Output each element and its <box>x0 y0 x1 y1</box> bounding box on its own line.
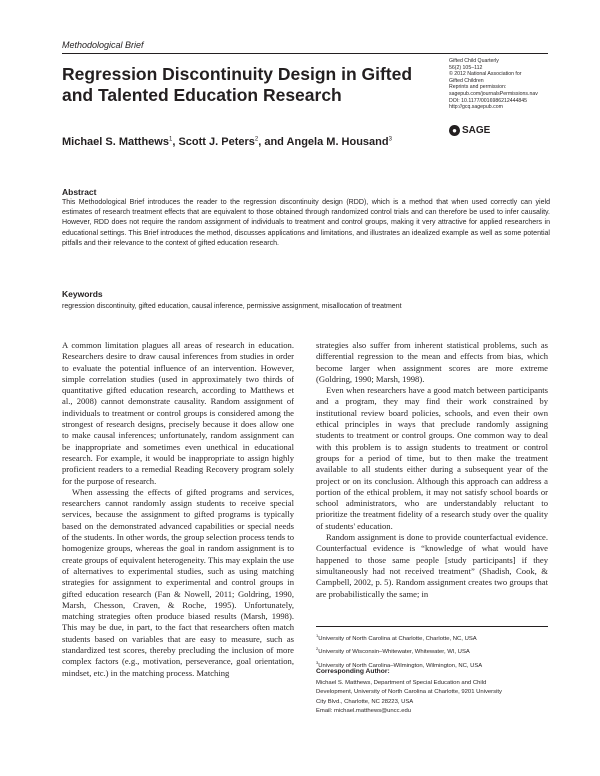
body-paragraph: Random assignment is done to provide counterfactual evidence. Counterfactual evidence is “knowledge of what would have happened to those same people [study participants] if they simultaneously had not received treatment” (Shadish, Cook, & Campbell, 2002, p. 5). Random assignment creates two groups that are probabilistically the same; in <box>316 532 548 599</box>
volume-pages: 56(2) 105–112 <box>449 64 483 71</box>
author-affiliation-marker: 3 <box>388 136 392 143</box>
article-title: Regression Discontinuity Design in Gifted and Talented Education Research <box>62 64 413 105</box>
keywords-text: regression discontinuity, gifted education, causal inference, permissive assignment, misallocation of treatment <box>62 303 402 310</box>
body-column-left <box>62 340 294 679</box>
affiliation-line <box>316 644 556 657</box>
abstract-heading: Abstract <box>62 187 97 197</box>
author-list <box>62 136 392 148</box>
affiliation-line <box>316 631 556 644</box>
publication-info <box>449 58 569 111</box>
author-name: Angela M. Housand <box>286 136 389 148</box>
publisher-logo <box>449 125 490 136</box>
author-affiliation-marker: 1 <box>168 136 173 143</box>
author-name: Scott J. Peters <box>178 136 255 148</box>
corresponding-author-email[interactable]: Email: michael.matthews@uncc.edu <box>316 707 412 714</box>
affiliation-text: University of North Carolina at Charlotte, Charlotte, NC, USA <box>318 635 477 642</box>
keywords-heading: Keywords <box>62 289 103 299</box>
corresponding-author-line: City Blvd., Charlotte, NC 28223, USA <box>316 698 414 705</box>
author-name: Michael S. Matthews <box>62 136 169 148</box>
publisher-name: SAGE <box>462 125 491 136</box>
body-paragraph: Even when researchers have a good match between participants and a program, they may find their work constrained by institutional review board policies, schools, and even their own ethical principles in ways that preclude randomly assigning students to treatment or control groups. One common way to deal with this problem is to assign students to treatment or control groups for a period of time, but to then make the treatment available to all students either during a subsequent year of the project or on its conclusion. Although this approach can address a portion of the ethical problem, it may not satisfy school boards or school administrators, who are understandably reluctant to prioritize the treatment fidelity of a research study over the quality of students' education. <box>316 385 548 531</box>
corresponding-author-heading: Corresponding Author: <box>316 668 390 675</box>
abstract-text: This Methodological Brief introduces the reader to the regression discontinuity design (RDD), which is a method that when used correctly can yield estimates of research treatment effects that are equivalent to those obtained through randomized control trials and can therefore be used to infer causality. However, RDD does not require the random assignment of individuals to treatment and control groups, making it very attractive for applied researchers in educational settings. This Brief introduces the method, discusses applications and limitations, and illustrates an idealized example as well as some potential pitfalls and their relevance to the context of gifted education research. <box>62 199 550 247</box>
affiliation-marker: 2 <box>316 646 319 652</box>
affiliation-marker: 1 <box>316 633 319 638</box>
permissions-link[interactable]: sagepub.com/journalsPermissions.nav <box>449 90 538 97</box>
affiliations <box>316 631 556 671</box>
affiliation-text: University of Wisconsin–Whitewater, Whitewater, WI, USA <box>318 649 470 656</box>
copyright-holder: Gifted Children <box>449 77 484 84</box>
corresponding-author-line: Development, University of North Carolina at Charlotte, 9201 University <box>316 689 502 696</box>
journal-name: Gifted Child Quarterly <box>449 58 499 64</box>
journal-url[interactable]: http://gcq.sagepub.com <box>449 104 503 111</box>
sage-logo-icon: ● <box>449 125 460 136</box>
body-column-right <box>316 340 548 600</box>
affiliation-text: University of North Carolina–Wilmington, Wilmington, NC, USA <box>318 662 483 669</box>
doi[interactable]: DOI: 10.1177/0016986212444845 <box>449 97 528 104</box>
author-separator: , and <box>258 136 287 148</box>
body-paragraph: When assessing the effects of gifted programs and services, researchers cannot randomly assign students to receive special services, because the assignment to gifted programs is typically based on the demonstrated advanced capabilities or special needs of the students. In other words, the group selection process tends to homogenize groups, whereas the goal in random assignment is to create groups of equivalent heterogeneity. This may explain the use of alternatives to experimental studies, such as using matching strategies for assignment to experimental and control groups in gifted education research (Fan & Nowell, 2011; Goldring, 1990, Marsh, Chesson, Craven, & Roche, 1995). Unfortunately, matching strategies often produce biased results (Marsh, 1998). This may be due, in part, to the fact that researchers often match students based on variables that are easy to measure, such as standardized test scores, thereby precluding the inclusion of more complex factors (e.g., motivation, perseverance, goal orientation, mindset, etc.) in the matching process. Matching <box>62 486 294 678</box>
body-paragraph: A common limitation plagues all areas of research in education. Researchers desire to draw causal inferences from studies in order to evaluate the potential influence of an intervention. However, simple correlation studies (used in approximately two thirds of quantitative gifted education research, according to Matthews et al., 2008) cannot demonstrate causality. Random assignment of individuals to treatment or control groups is considered among the strongest of research designs, precisely because it does allow one to make causal inferences; unfortunately, random assignment can be inappropriate and sometimes even unethical in educational research. For example, it would be inappropriate to assign highly proficient readers to a remedial Reading Recovery program solely for the purpose of research. <box>62 340 294 486</box>
header-rule <box>62 53 548 54</box>
copyright-line: © 2012 National Association for <box>449 71 522 78</box>
corresponding-author-line: Michael S. Matthews, Department of Special Education and Child <box>316 680 487 686</box>
footnote-rule <box>316 626 548 627</box>
author-affiliation-marker: 2 <box>254 136 259 143</box>
body-paragraph: strategies also suffer from inherent statistical problems, such as differential regression to the mean and effects from bias, which become larger when assignment scores are more extreme (Goldring, 1990; Marsh, 1998). <box>316 340 548 384</box>
corresponding-author-details <box>316 679 556 716</box>
author-separator: , <box>172 136 179 148</box>
affiliation-marker: 3 <box>316 659 319 665</box>
running-header: Methodological Brief <box>62 40 144 50</box>
reprints-label: Reprints and permission: <box>449 84 507 91</box>
